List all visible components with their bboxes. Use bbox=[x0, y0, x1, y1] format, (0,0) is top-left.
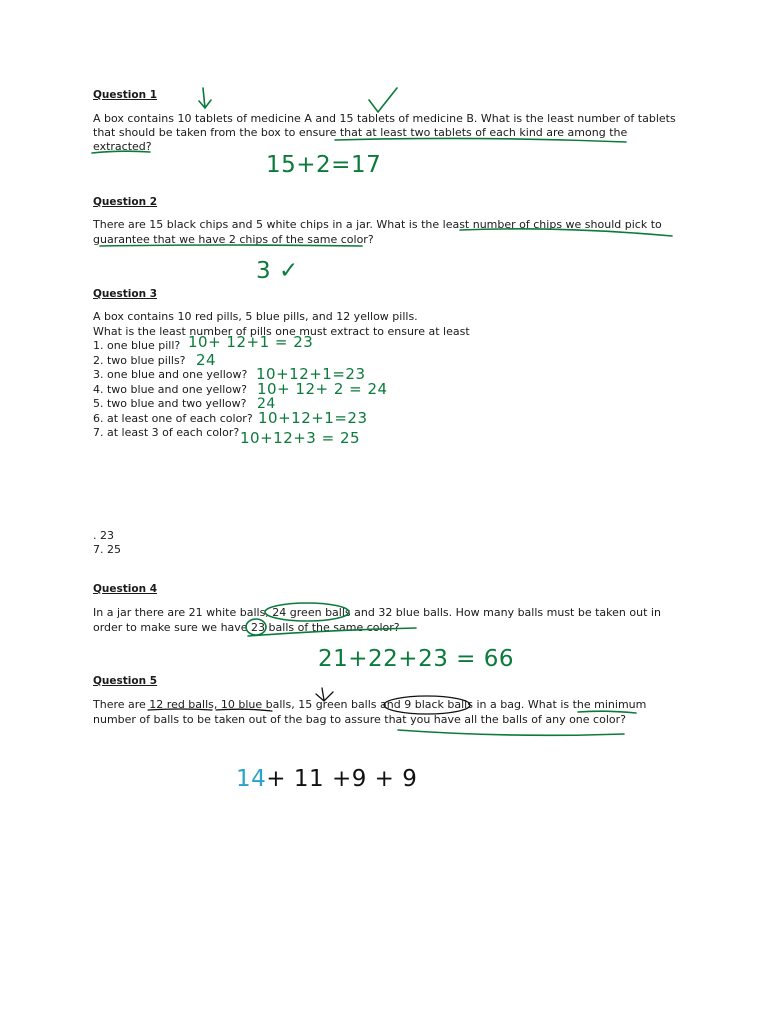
question-1-text-line-1: A box contains 10 tablets of medicine A and 15 tablets of medicine B. What is the least number of tablets bbox=[93, 112, 676, 125]
question-3-hand-answer-3: 10+12+1=23 bbox=[256, 365, 366, 383]
question-3-hand-answer-4: 10+ 12+ 2 = 24 bbox=[257, 380, 388, 398]
question-2-handwritten-answer: 3 ✓ bbox=[256, 258, 299, 284]
question-1-heading: Question 1 bbox=[93, 89, 158, 101]
question-3-stray-line-1: . 23 bbox=[93, 529, 114, 542]
q1-check-mark bbox=[369, 88, 397, 112]
question-1-handwritten-answer: 15+2=17 bbox=[266, 152, 382, 178]
question-4-text-line-2: order to make sure we have 23 balls of the same color? bbox=[93, 621, 400, 634]
q1-arrow-mark-1 bbox=[199, 88, 211, 108]
question-3-hand-answer-5: 24 bbox=[257, 396, 276, 412]
question-3-item-1: 1. one blue pill? bbox=[93, 339, 181, 352]
question-1-text-line-2: that should be taken from the box to ensure that at least two tablets of each kind are among the bbox=[93, 126, 628, 139]
question-3-hand-answer-2: 24 bbox=[196, 351, 217, 369]
question-3-item-5: 5. two blue and two yellow? bbox=[93, 397, 247, 410]
question-3-stray-line-2: 7. 25 bbox=[93, 543, 121, 556]
question-4-handwritten-answer: 21+22+23 = 66 bbox=[318, 646, 515, 672]
question-5-heading: Question 5 bbox=[93, 675, 158, 687]
question-3-item-6: 6. at least one of each color? bbox=[93, 412, 253, 425]
question-3-item-2: 2. two blue pills? bbox=[93, 354, 186, 367]
question-3-hand-answer-7: 10+12+3 = 25 bbox=[240, 429, 361, 447]
question-3-item-3: 3. one blue and one yellow? bbox=[93, 368, 248, 381]
question-3-heading: Question 3 bbox=[93, 288, 158, 300]
question-3-text-line-1: A box contains 10 red pills, 5 blue pills, and 12 yellow pills. bbox=[93, 310, 418, 323]
question-5-hand-answer-first-term: 14 bbox=[236, 766, 267, 792]
question-2-text-line-1: There are 15 black chips and 5 white chips in a jar. What is the least number of chips we should pick to bbox=[93, 218, 662, 231]
question-5-text-line-1: There are 12 red balls, 10 blue balls, 15 green balls and 9 black balls in a bag. What is the minimum bbox=[93, 698, 647, 711]
question-2-text-line-2: guarantee that we have 2 chips of the same color? bbox=[93, 233, 374, 246]
question-4-heading: Question 4 bbox=[93, 583, 158, 595]
question-5-hand-answer-rest: + 11 +9 + 9 bbox=[266, 766, 418, 792]
question-5-handwritten-answer bbox=[236, 766, 417, 792]
question-4-text-line-1: In a jar there are 21 white balls, 24 green balls and 32 blue balls. How many balls must be taken out in bbox=[93, 606, 661, 619]
question-1-text-line-3: extracted? bbox=[93, 140, 152, 153]
question-2-heading: Question 2 bbox=[93, 196, 158, 208]
question-3-hand-answer-6: 10+12+1=23 bbox=[258, 409, 368, 427]
question-3-text-line-2: What is the least number of pills one must extract to ensure at least bbox=[93, 325, 470, 338]
q5-underline-assure bbox=[398, 730, 624, 735]
question-3-item-4: 4. two blue and one yellow? bbox=[93, 383, 247, 396]
question-3-item-7: 7. at least 3 of each color? bbox=[93, 426, 240, 439]
question-3-hand-answer-1: 10+ 12+1 = 23 bbox=[188, 333, 314, 351]
question-5-text-line-2: number of balls to be taken out of the bag to assure that you have all the balls of any one color? bbox=[93, 713, 626, 726]
